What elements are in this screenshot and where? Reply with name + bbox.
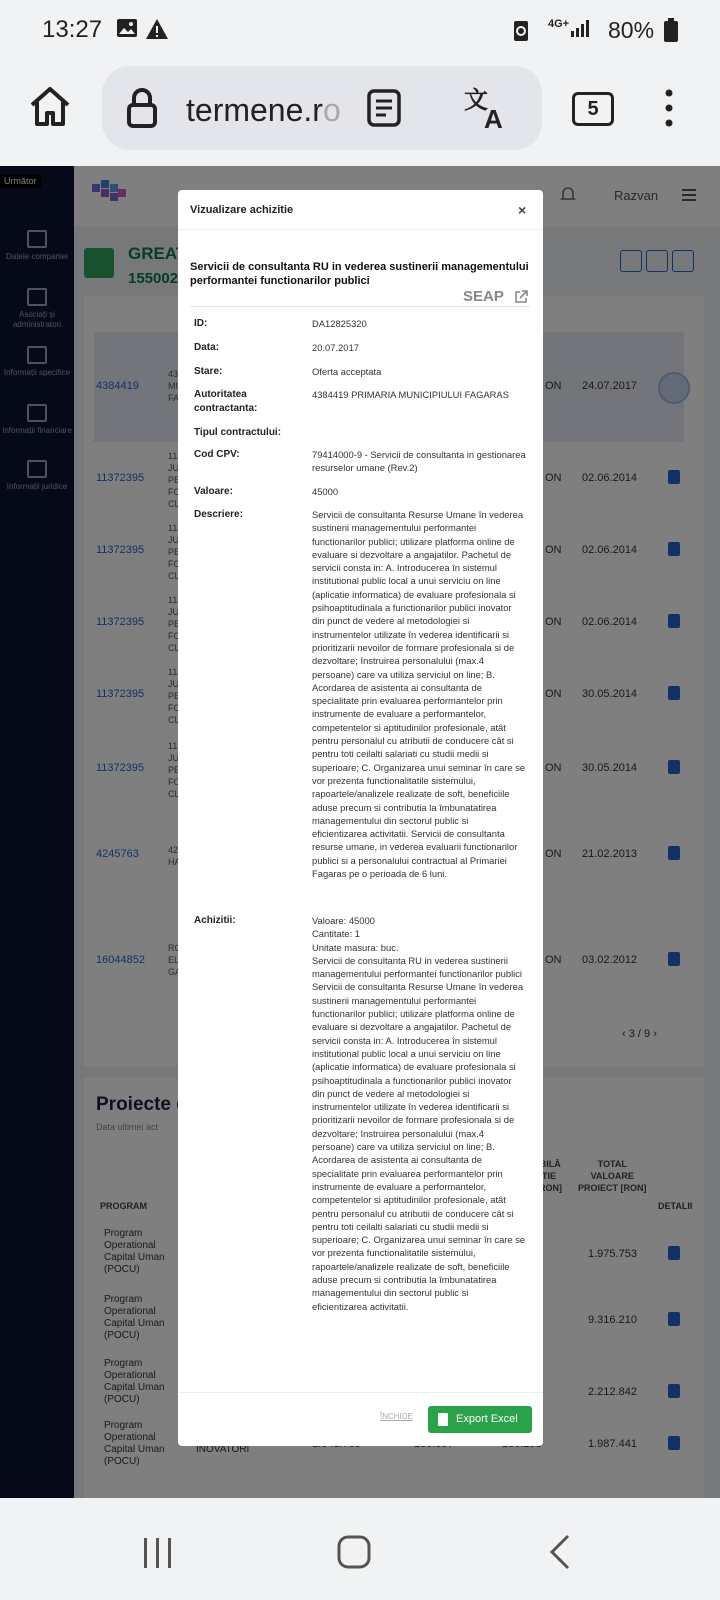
close-icon[interactable]: ×: [518, 202, 527, 218]
network-type: 4G+: [548, 18, 570, 30]
field-label-id: ID:: [194, 318, 208, 329]
field-label-authority: Autoritatea contractanta:: [194, 389, 258, 414]
gallery-icon: [116, 18, 138, 44]
field-value-description: Servicii de consultanta Resurse Umane în vederea sustinerii managementului performantei functionarilor publici; utilizare platforma online de evaluare si dezvoltare a angajatilor. Pachetul de servicii consta in: A. Introducerea în sistemul institutional public local a unui serviciu on line (aplicatie informatica) de evaluare profesionala si psihoaptitudinala a functionarilor publici inovator din punct de vedere al metodologiei si instrumentelor utilizate în vederea identificarii si prioritizarii nevoilor de formare profesionala si de dezvoltare; Instruirea personalului (max.4 persoane) care va utiliza serviciul on line; B. Acordarea de asistenta ai consultanta de specialitate prin evaluarea performantelor prin instrumente de evaluare a performantelor, competentelor si aptitudinilor profesionale, atât pentru personalul cu atributii de conducere cât si pentru toti ceilalti salariati cu studii medii si superioare; C. Organizarea unui seminar în care se vor prezenta functionalitatile sistemului, rapoartele/analizele realizate de soft, beneficiile aduse precum si contributia la îmbunatatirea managementului din sectorul public si eficientizarea activitatii. Servicii de consultanta resurse umane, in vederea evaluarii functionarilor publici si a personalului contractual al Primariei Fagaras pe o perioada de 6 luni.: [312, 509, 526, 880]
excel-icon: [438, 1413, 448, 1426]
export-excel-button[interactable]: Export Excel: [428, 1406, 532, 1433]
home-icon[interactable]: [26, 82, 74, 130]
field-value-id: DA12825320: [312, 318, 367, 329]
home-nav-icon[interactable]: [336, 1534, 372, 1575]
seap-link[interactable]: SEAP: [463, 288, 504, 305]
field-value-cpv: 79414000-9 - Servicii de consultanta in gestionarea resurselor umane (Rev.2): [312, 449, 526, 474]
field-label-status: Stare:: [194, 366, 223, 377]
field-value-value: 45000: [312, 486, 339, 497]
field-value-authority: 4384419 PRIMARIA MUNICIPIULUI FAGARAS: [312, 389, 509, 400]
divider: [190, 306, 530, 307]
signal-icon: [570, 18, 590, 44]
data-saver-icon: [512, 18, 530, 48]
lock-icon[interactable]: [124, 86, 160, 130]
warning-icon: [145, 18, 169, 46]
modal-header: [178, 190, 543, 230]
status-bar: [0, 0, 720, 62]
acquisition-title: Servicii de consultanta RU in vederea sustinerii managementului performantei functionarilor publici: [190, 261, 529, 287]
field-label-description: Descriere:: [194, 509, 243, 520]
field-label-value: Valoare:: [194, 486, 233, 497]
external-link-icon[interactable]: [514, 290, 528, 304]
battery-icon: [664, 18, 678, 48]
close-button[interactable]: ÎNCHIDE: [380, 1412, 413, 1421]
field-label-cpv: Cod CPV:: [194, 449, 240, 460]
browser-toolbar: [0, 62, 720, 166]
tab-count-button[interactable]: 5: [572, 92, 614, 126]
clock: 13:27: [42, 16, 103, 43]
url-text[interactable]: termene.ro: [186, 92, 341, 128]
back-icon[interactable]: [548, 1534, 572, 1575]
field-label-acquisitions: Achizitii:: [194, 915, 236, 926]
system-nav-bar: [0, 1498, 720, 1600]
field-value-acquisitions: Valoare: 45000 Cantitate: 1 Unitate masura: buc. Servicii de consultanta RU in vederea sustinerii managementului performantei functionarilor publici Servicii de consultanta Resurse Umane în vederea sustinerii managementului performantei functionarilor publici; utilizare platforma online de evaluare si dezvoltare a angajatilor. Pachetul de servicii consta in: A. Introducerea în sistemul institutional public local a unui serviciu on line (aplicatie informatica) de evaluare profesionala si psihoaptitudinala a functionarilor publici inovator din punct de vedere al metodologiei si instrumentelor utilizate în vederea identificarii si prioritizarii nevoilor de formare profesionala si de dezvoltare; Instruirea personalului (max.4 persoane) care va utiliza serviciul on line; B. Acordarea de asistenta ai consultanta de specialitate prin evaluarea performantelor prin instrumente de evaluare a performantelor, competentelor si aptitudinilor profesionale, atât pentru personalul cu atributii de conducere cât si pentru toti ceilalti salariati cu studii medii si superioare; C. Organizarea unui seminar în care se vor prezenta functionalitatile sistemului, rapoartele/analizele realizate de soft, beneficiile aduse precum si contributia la îmbunatatirea managementului din sectorul public si eficientizarea activitatii.: [312, 915, 526, 1312]
field-label-contract-type: Tipul contractului:: [194, 427, 282, 438]
translate-icon[interactable]: [464, 86, 510, 134]
reader-mode-icon[interactable]: [366, 88, 402, 128]
field-value-date: 20.07.2017: [312, 342, 359, 353]
recents-icon[interactable]: [140, 1536, 176, 1575]
acquisition-modal: [178, 190, 543, 1446]
more-menu-icon[interactable]: [662, 86, 676, 130]
svg-text:A: A: [484, 104, 503, 134]
modal-title: Vizualizare achizitie: [190, 204, 294, 216]
battery-percent: 80%: [608, 17, 655, 43]
svg-text:文: 文: [464, 87, 488, 114]
field-label-date: Data:: [194, 342, 220, 353]
field-value-status: Oferta acceptata: [312, 366, 382, 377]
